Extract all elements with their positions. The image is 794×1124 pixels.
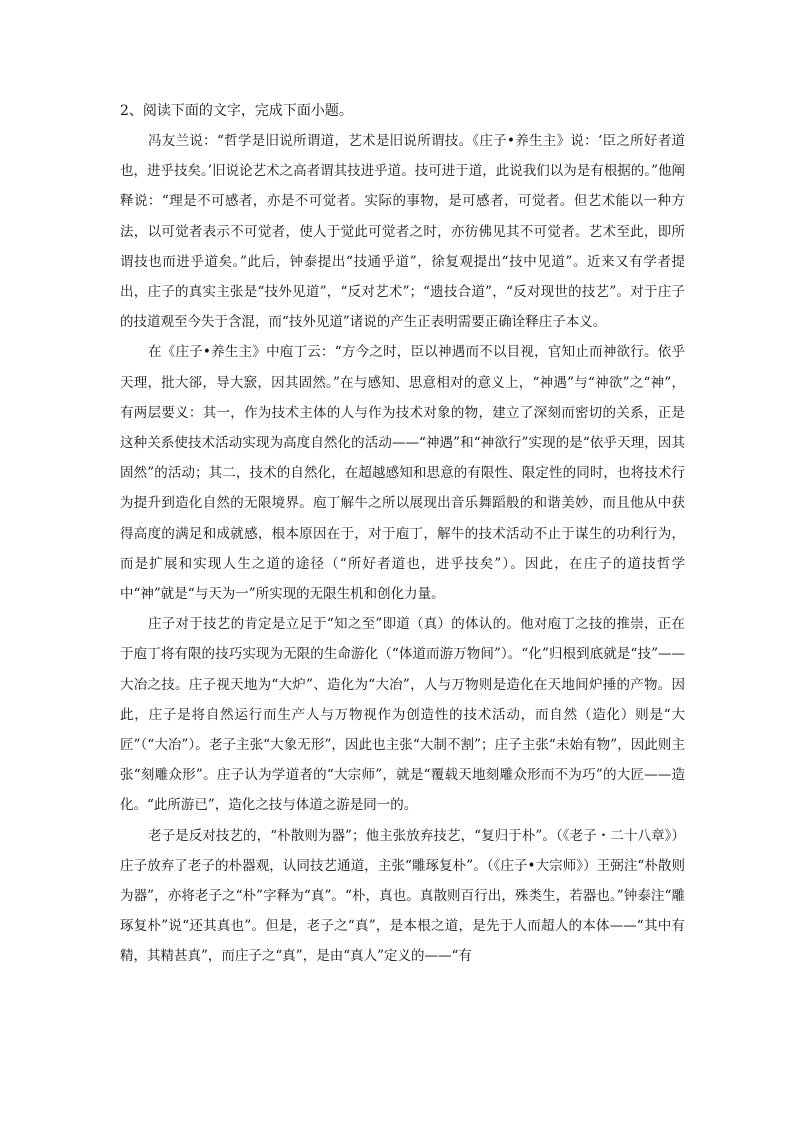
paragraph-4: 老子是反对技艺的，“朴散则为器”；他主张放弃技艺，“复归于朴”。（《老子・二十八章》）庄子放弃了老子的朴器观，认同技艺通道，主张“雕琢复朴”。（《庄子•大宗师》）王弼注“朴散则为器”，亦将老子之“朴”字释为“真”。“朴，真也。真散则百行出，殊类生，若器也。”钟泰注“雕琢复朴”说“还其真也”。但是，老子之“真”，是本根之道，是先于人而超人的本体——“其中有精，其精甚真”，而庄子之“真”，是由“真人”定义的——“有 <box>120 827 685 965</box>
document-page <box>120 96 685 972</box>
paragraph-2: 在《庄子•养生主》中庖丁云：“方今之时，臣以神遇而不以目视，官知止而神欲行。依乎天理，批大郤，导大窾，因其固然。”在与感知、思意相对的意义上，“神遇”与“神欲”之“神”，有两层要义：其一，作为技术主体的人与作为技术对象的物，建立了深刻而密切的关系，正是这种关系使技术活动实现为高度自然化的活动——“神遇”和“神欲行”实现的是“依乎天理，因其固然”的活动；其二，技术的自然化，在超越感知和思意的有限性、限定性的同时，也将技术行为提升到造化自然的无限境界。庖丁解牛之所以展现出音乐舞蹈般的和谐美妙，而且他从中获得高度的满足和成就感，根本原因在于，对于庖丁，解牛的技术活动不止于谋生的功利行为，而是扩展和实现人生之道的途径（“所好者道也，进乎技矣”）。因此，在庄子的道技哲学中“神”就是“与天为一”所实现的无限生机和创化力量。 <box>120 344 685 603</box>
paragraph-1: 冯友兰说：“哲学是旧说所谓道，艺术是旧说所谓技。《庄子•养生主》说：‘臣之所好者道也，进乎技矣。’旧说论艺术之高者谓其技进乎道。技可进于道，此说我们以为是有根据的。”他阐释说：“理是不可感者，亦是不可觉者。实际的事物，是可感者，可觉者。但艺术能以一种方法，以可觉者表示不可觉者，使人于觉此可觉者之时，亦彷佛见其不可觉者。艺术至此，即所谓技也而进乎道矣。”此后，钟泰提出“技通乎道”，徐复观提出“技中见道”。近来又有学者提出，庄子的真实主张是“技外见道”，“反对艺术”；“遗技合道”，“反对现世的技艺”。对于庄子的技道观至今失于含混，而“技外见道”诸说的产生正表明需要正确诠释庄子本义。 <box>120 133 685 331</box>
question-title: 2、阅读下面的文字，完成下面小题。 <box>120 103 353 119</box>
paragraph-3: 庄子对于技艺的肯定是立足于“知之至”即道（真）的体认的。他对庖丁之技的推崇，正在于庖丁将有限的技巧实现为无限的生命游化（“体道而游万物间”）。“化”归根到底就是“技”——大冶之技。庄子视天地为“大炉”、造化为“大冶”，人与万物则是造化在天地间炉捶的产物。因此，庄子是将自然运行而生产人与万物视作为创造性的技术活动，而自然（造化）则是“大匠”（“大冶”）。老子主张“大象无形”，因此也主张“大制不割”；庄子主张“未始有物”，因此则主张“刻雕众形”。庄子认为学道者的“大宗师”，就是“覆载天地刻雕众形而不为巧”的大匠——造化。“此所游已”，造化之技与体道之游是同一的。 <box>120 616 685 814</box>
